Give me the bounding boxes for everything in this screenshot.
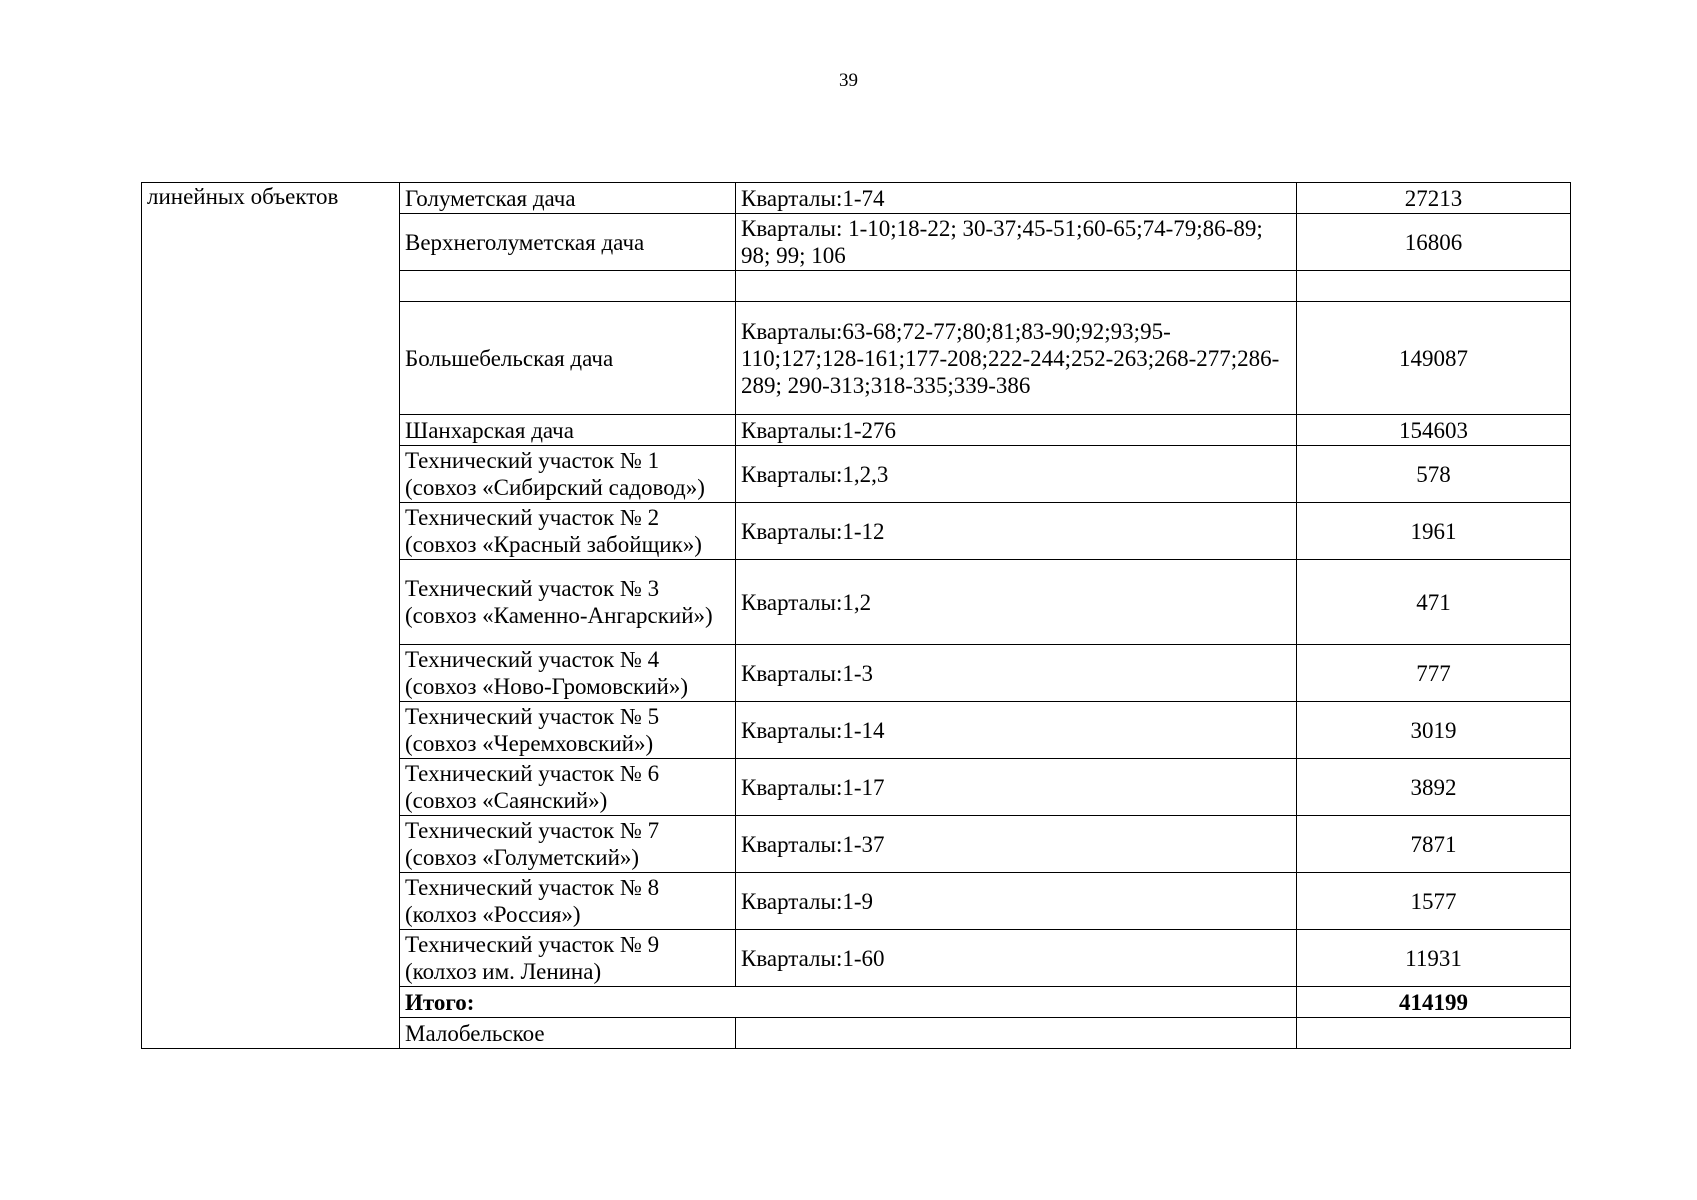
quarters-cell: Кварталы:1-17 (736, 759, 1297, 816)
quarters-cell (736, 1018, 1297, 1049)
area-cell: 7871 (1297, 816, 1571, 873)
area-cell (1297, 271, 1571, 302)
forest-unit-name: Технический участок № 9 (колхоз им. Ленина) (400, 930, 736, 987)
forest-unit-name (400, 271, 736, 302)
forest-unit-name: Технический участок № 4 (совхоз «Ново-Громовский») (400, 645, 736, 702)
forest-quarters-table (141, 182, 1571, 1049)
table-row (142, 183, 1571, 214)
total-label: Итого: (400, 987, 1297, 1018)
zone-cell: линейных объектов (142, 183, 400, 1049)
quarters-cell: Кварталы:1-74 (736, 183, 1297, 214)
quarters-cell: Кварталы: 1-10;18-22; 30-37;45-51;60-65;74-79;86-89; 98; 99; 106 (736, 214, 1297, 271)
quarters-cell: Кварталы:1-14 (736, 702, 1297, 759)
quarters-cell: Кварталы:1,2,3 (736, 446, 1297, 503)
area-cell: 27213 (1297, 183, 1571, 214)
area-cell: 149087 (1297, 302, 1571, 415)
forest-unit-name: Технический участок № 3 (совхоз «Каменно-Ангарский») (400, 560, 736, 645)
total-value: 414199 (1297, 987, 1571, 1018)
quarters-cell: Кварталы:1-3 (736, 645, 1297, 702)
forest-unit-name: Технический участок № 2 (совхоз «Красный забойщик») (400, 503, 736, 560)
area-cell: 3019 (1297, 702, 1571, 759)
forest-unit-name: Большебельская дача (400, 302, 736, 415)
forest-unit-name: Малобельское (400, 1018, 736, 1049)
area-cell: 1961 (1297, 503, 1571, 560)
forest-unit-name: Технический участок № 8 (колхоз «Россия») (400, 873, 736, 930)
page-number: 39 (839, 70, 858, 91)
area-cell: 16806 (1297, 214, 1571, 271)
forest-unit-name: Голуметская дача (400, 183, 736, 214)
quarters-cell: Кварталы:1-60 (736, 930, 1297, 987)
quarters-cell: Кварталы:1,2 (736, 560, 1297, 645)
area-cell (1297, 1018, 1571, 1049)
forest-unit-name: Технический участок № 6 (совхоз «Саянский») (400, 759, 736, 816)
forest-unit-name: Шанхарская дача (400, 415, 736, 446)
area-cell: 154603 (1297, 415, 1571, 446)
area-cell: 471 (1297, 560, 1571, 645)
area-cell: 11931 (1297, 930, 1571, 987)
forest-unit-name: Технический участок № 7 (совхоз «Голуметский») (400, 816, 736, 873)
quarters-cell: Кварталы:63-68;72-77;80;81;83-90;92;93;95-110;127;128-161;177-208;222-244;252-263;268-277;286-289; 290-313;318-335;339-386 (736, 302, 1297, 415)
quarters-cell: Кварталы:1-37 (736, 816, 1297, 873)
forest-unit-name: Технический участок № 5 (совхоз «Черемховский») (400, 702, 736, 759)
area-cell: 578 (1297, 446, 1571, 503)
area-cell: 1577 (1297, 873, 1571, 930)
quarters-cell: Кварталы:1-12 (736, 503, 1297, 560)
area-cell: 3892 (1297, 759, 1571, 816)
quarters-cell: Кварталы:1-9 (736, 873, 1297, 930)
area-cell: 777 (1297, 645, 1571, 702)
forest-unit-name: Технический участок № 1 (совхоз «Сибирский садовод») (400, 446, 736, 503)
quarters-cell: Кварталы:1-276 (736, 415, 1297, 446)
quarters-cell (736, 271, 1297, 302)
forest-unit-name: Верхнеголуметская дача (400, 214, 736, 271)
